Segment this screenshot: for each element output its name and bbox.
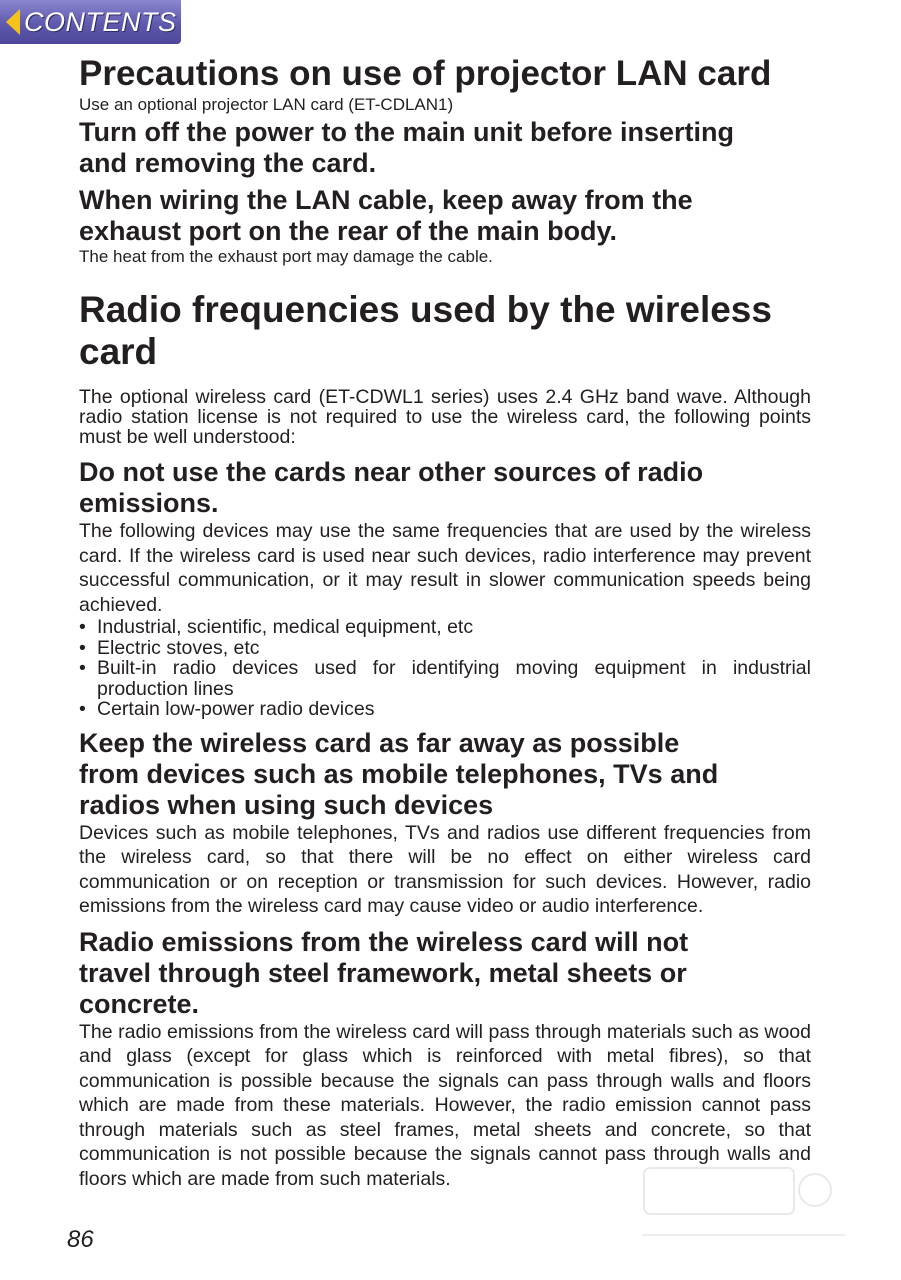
page-content <box>79 54 811 1191</box>
steel-heading-line-2: travel through steel framework, metal sheets or <box>79 957 687 988</box>
keep-heading-line-1: Keep the wireless card as far away as possible <box>79 727 680 758</box>
steel-heading-line-3: concrete. <box>79 988 200 1019</box>
radio-intro: The optional wireless card (ET-CDWL1 series) uses 2.4 GHz band wave. Although radio station license is not required to use the wireless card, the following points must be well understood: <box>79 386 811 448</box>
keep-heading-line-2: from devices such as mobile telephones, TVs and <box>79 758 719 789</box>
contents-nav-button[interactable] <box>0 0 181 44</box>
page-number: 86 <box>67 1226 94 1253</box>
keep-away-body: Devices such as mobile telephones, TVs and radios use different frequencies from the wireless card, so that there will be no effect on either wireless card communication or on reception or transmission for such devices. However, radio emissions from the wireless card may cause video or audio interference. <box>79 821 811 917</box>
heat-note: The heat from the exhaust port may damage the cable. <box>79 247 493 266</box>
lan-subtitle: Use an optional projector LAN card (ET-CDLAN1) <box>79 95 454 114</box>
list-item: • Electric stoves, etc <box>79 638 811 659</box>
wiring-heading <box>79 185 811 247</box>
sources-heading-line-2: emissions. <box>79 488 219 518</box>
lan-section-title: Precautions on use of projector LAN card <box>79 54 772 93</box>
list-item: • Certain low-power radio devices <box>79 699 811 720</box>
steel-heading <box>79 927 811 1020</box>
steel-body: The radio emissions from the wireless card will pass through materials such as wood and glass (except for glass which is reinforced with metal fibres), so that communication is possible because the signals can pass through walls and floors which are made from these materials. However, the radio emission cannot pass through materials such as steel frames, metal sheets and concrete, so that communication is not possible because the signals cannot pass through walls and floors which are made from such materials. <box>79 1020 811 1190</box>
power-heading <box>79 117 811 179</box>
radio-title-line-1: Radio frequencies used by the wireless <box>79 289 772 330</box>
wiring-heading-line-1: When wiring the LAN cable, keep away from the <box>79 185 693 215</box>
keep-away-heading <box>79 728 811 821</box>
list-item: • Built-in radio devices used for identifying moving equipment in industrial production lines <box>79 658 811 699</box>
radio-title-line-2: card <box>79 331 158 372</box>
wiring-heading-line-2: exhaust port on the rear of the main body. <box>79 216 618 246</box>
power-heading-line-1: Turn off the power to the main unit before inserting <box>79 117 734 147</box>
list-item: • Industrial, scientific, medical equipment, etc <box>79 617 811 638</box>
sources-heading-line-1: Do not use the cards near other sources of radio <box>79 457 704 487</box>
keep-heading-line-3: radios when using such devices <box>79 789 494 820</box>
sources-heading <box>79 457 811 519</box>
radio-section-title <box>79 289 811 373</box>
sources-body: The following devices may use the same frequencies that are used by the wireless card. If the wireless card is used near such devices, radio interference may prevent successful communication, or it may result in slower communication speeds being achieved. <box>79 520 811 616</box>
steel-heading-line-1: Radio emissions from the wireless card will not <box>79 926 689 957</box>
power-heading-line-2: and removing the card. <box>79 148 377 178</box>
back-arrow-icon <box>6 9 20 35</box>
contents-label: CONTENTS <box>24 6 177 37</box>
device-list <box>79 617 811 720</box>
